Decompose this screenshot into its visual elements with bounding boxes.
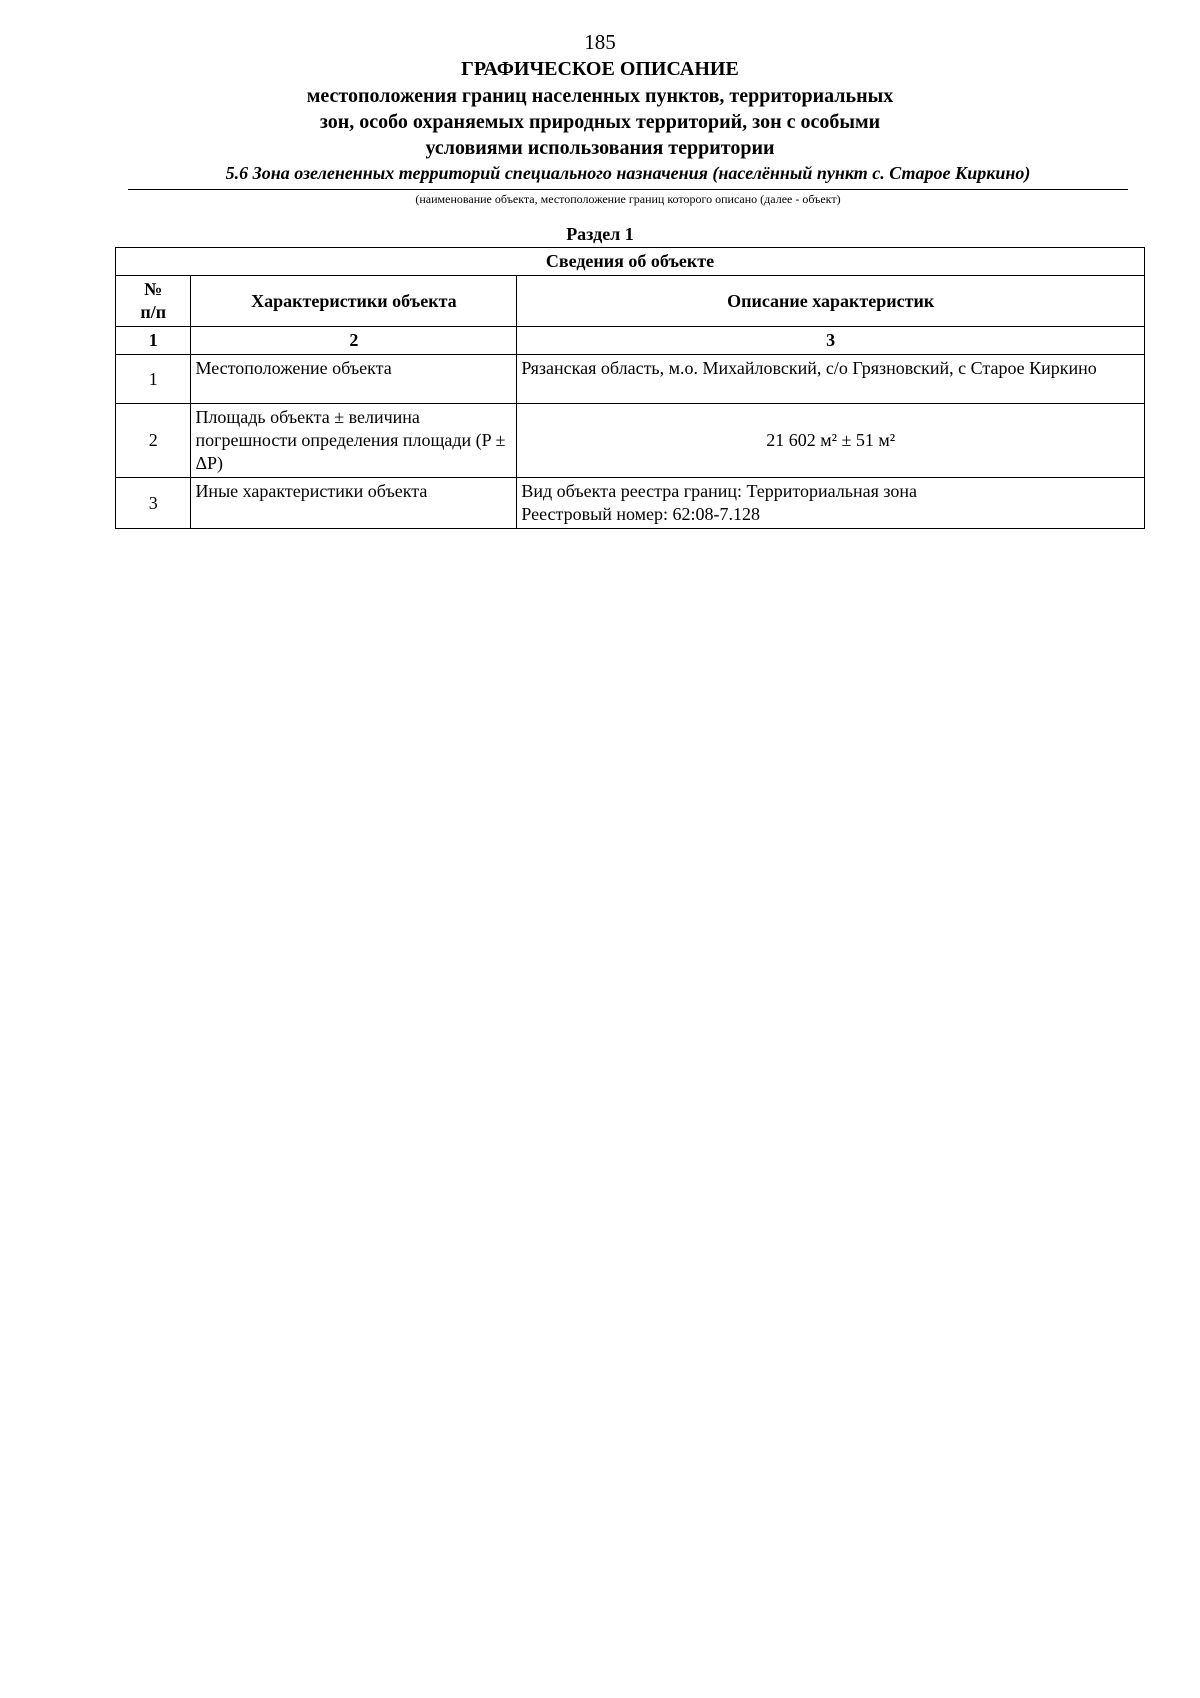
table-header-row [116,276,1145,327]
object-underline [128,189,1128,190]
column-number: 2 [191,327,517,355]
row-description: 21 602 м² ± 51 м² [517,404,1145,478]
subtitle-line: местоположения границ населенных пунктов, территориальных [306,85,894,107]
document-subtitle [250,83,950,161]
header-number [116,276,191,327]
object-name: 5.6 Зона озелененных территорий специального назначения (населённый пункт с. Старое Киркино) [225,163,1031,183]
column-number: 3 [517,327,1145,355]
row-characteristic: Иные характеристики объекта [191,478,517,529]
row-number: 3 [116,478,191,529]
row-description: Рязанская область, м.о. Михайловский, с/о Грязновский, с Старое Киркино [517,355,1145,404]
row-characteristic: Площадь объекта ± величина погрешности определения площади (P ± ΔP) [191,404,517,478]
description-line: Вид объекта реестра границ: Территориальная зона [521,481,918,501]
subtitle-line: зон, особо охраняемых природных территорий, зон с особыми [319,111,881,133]
header-number-symbol: № [144,279,163,299]
object-info-table [115,247,1145,529]
table-caption: Сведения об объекте [116,248,1145,276]
document-title: ГРАФИЧЕСКОЕ ОПИСАНИЕ [461,58,739,80]
column-number-row [116,327,1145,355]
header-number-pp: п/п [140,302,167,322]
object-caption: (наименование объекта, местоположение границ которого описано (далее - объект) [415,192,841,206]
row-characteristic: Местоположение объекта [191,355,517,404]
description-line: Реестровый номер: 62:08-7.128 [521,504,760,524]
row-number: 1 [116,355,191,404]
table-row [116,404,1145,478]
section-title: Раздел 1 [566,224,634,244]
subtitle-line: условиями использования территории [425,137,775,159]
header-characteristics: Характеристики объекта [191,276,517,327]
column-number: 1 [116,327,191,355]
row-number: 2 [116,404,191,478]
table-caption-row [116,248,1145,276]
page-number: 185 [584,30,616,54]
row-description [517,478,1145,529]
table-row [116,355,1145,404]
header-description: Описание характеристик [517,276,1145,327]
table-row [116,478,1145,529]
